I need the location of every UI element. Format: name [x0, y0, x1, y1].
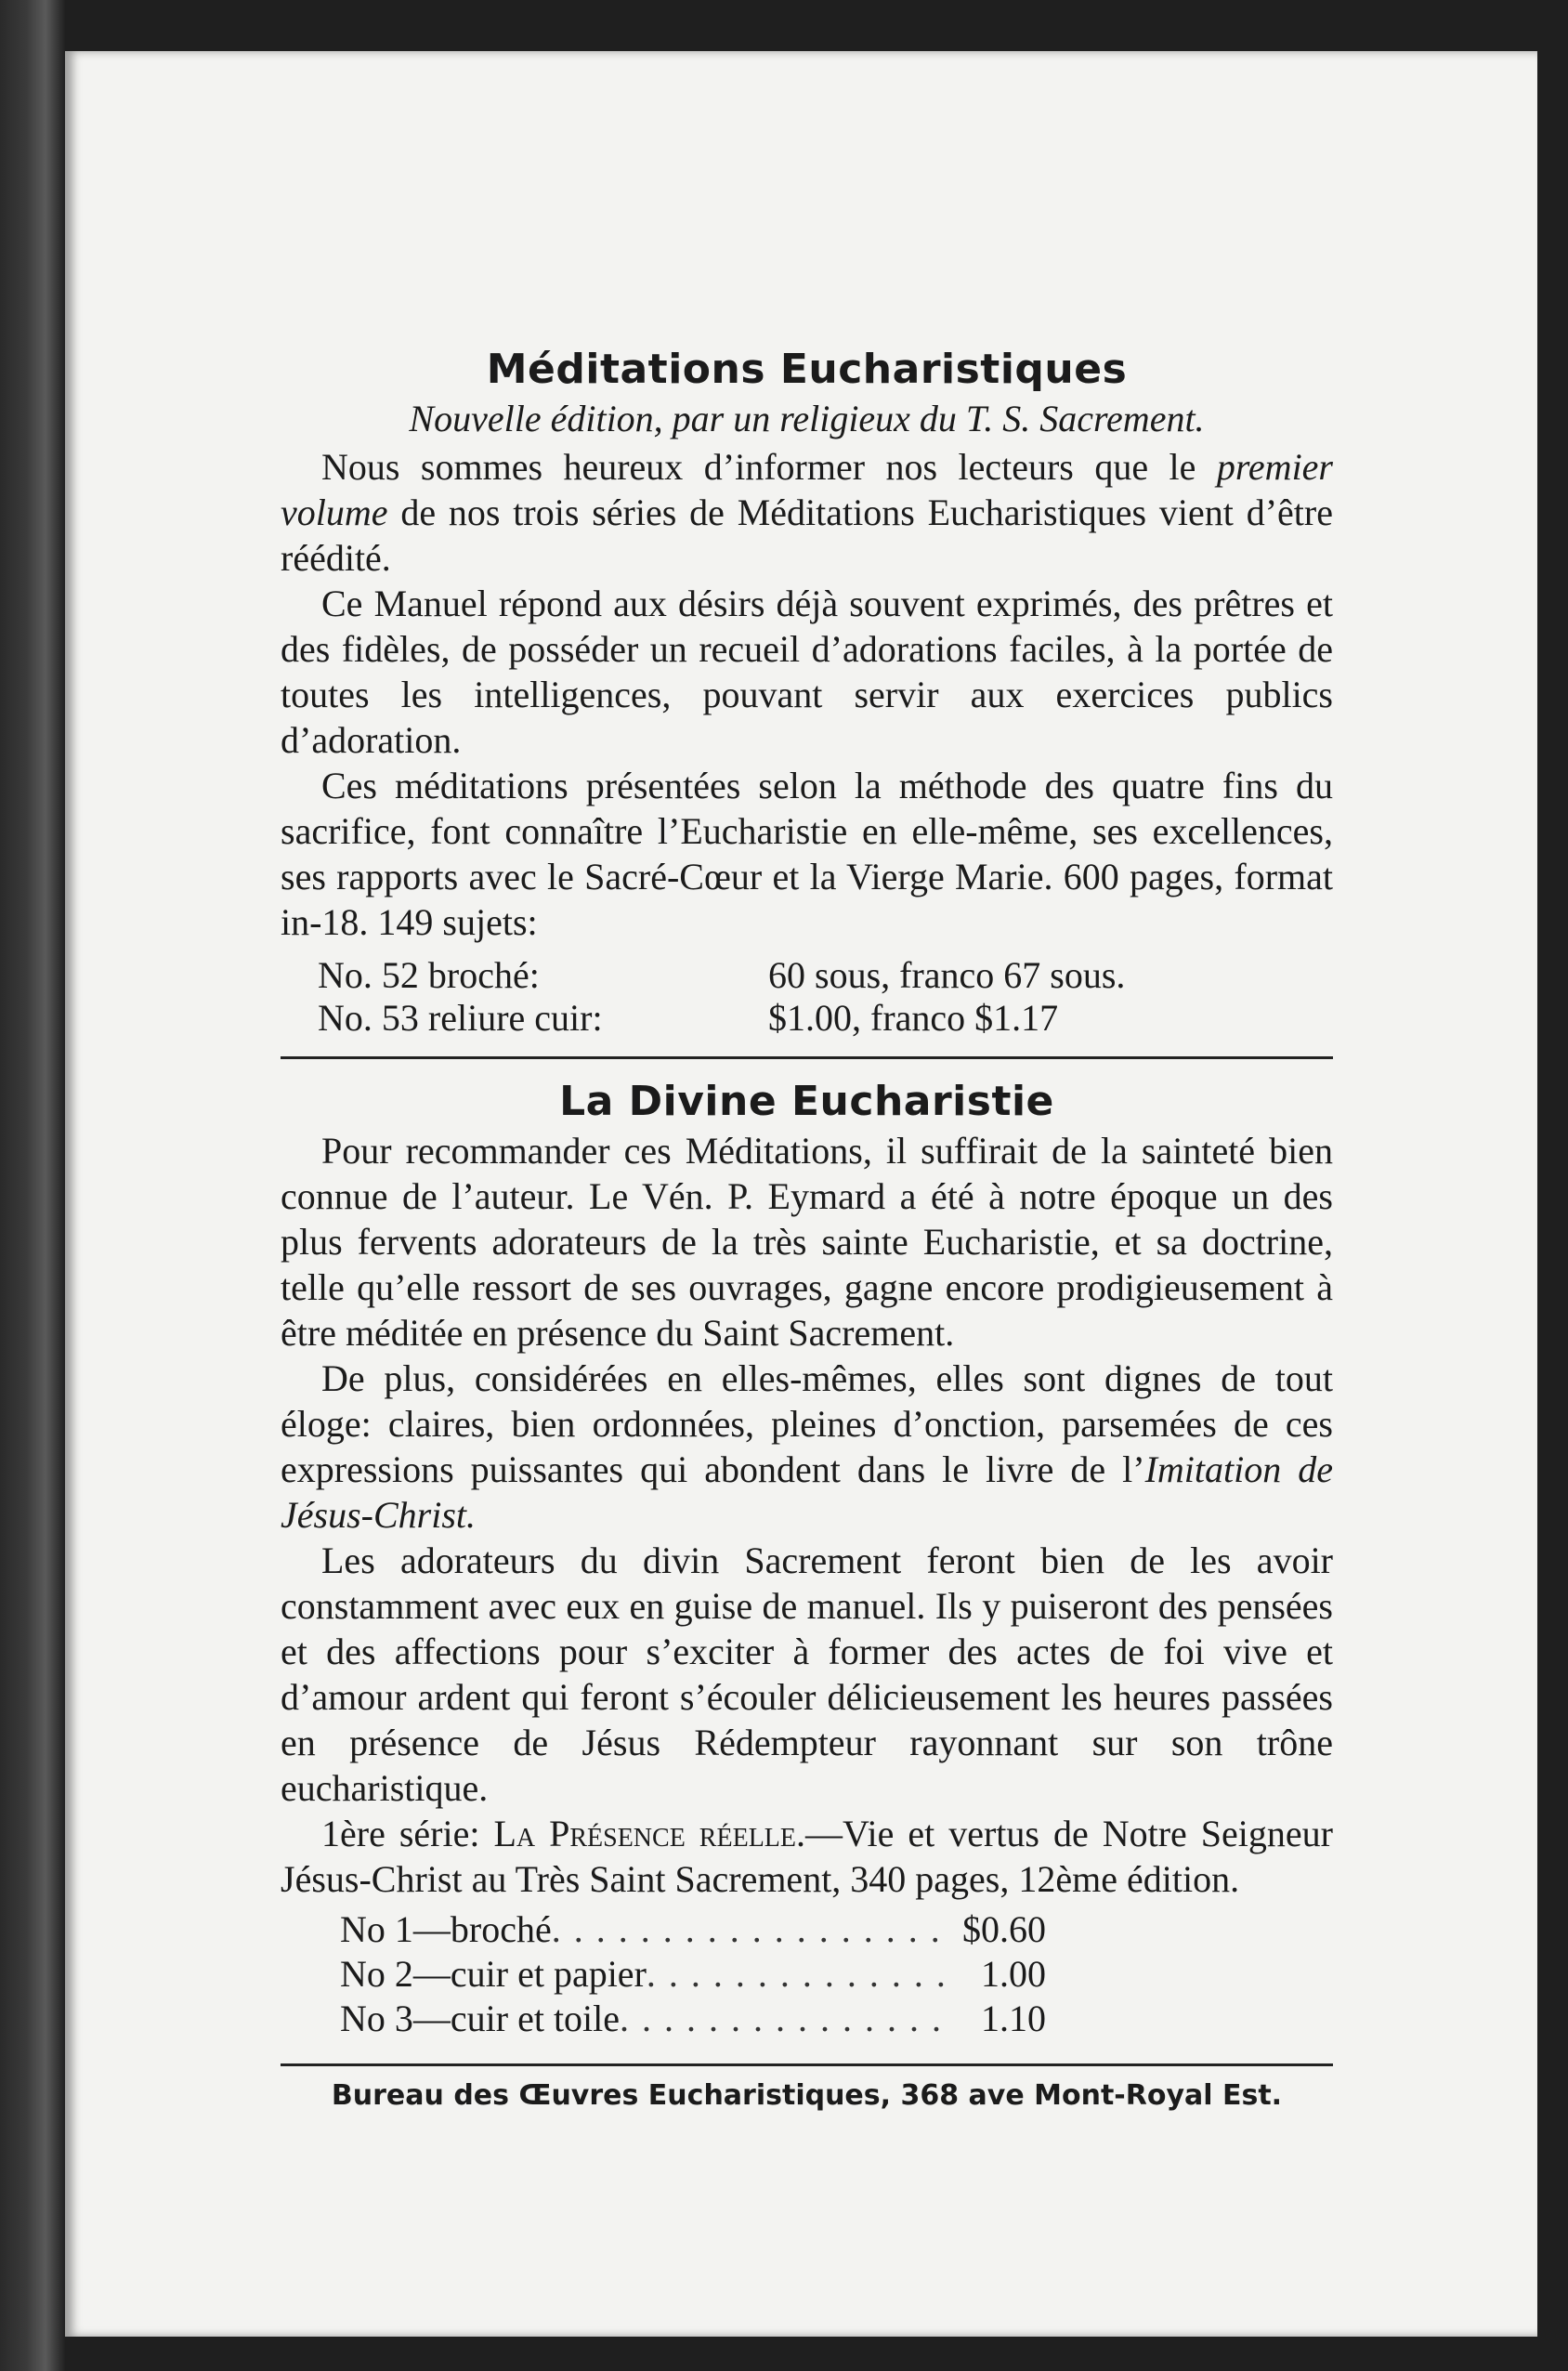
- section-divider: [281, 1056, 1333, 1059]
- list-item-price: 1.10: [981, 1998, 1046, 2039]
- series-paragraph: [281, 1811, 1333, 1902]
- price-row: [318, 954, 1293, 997]
- footer-address: Bureau des Œuvres Eucharistiques, 368 ave Mont-Royal Est.: [331, 2079, 1283, 2112]
- section-title-divine: La Divine Eucharistie: [559, 1078, 1054, 1125]
- text-run: de nos trois séries de Méditations Eucharistiques vient d’être réédité.: [281, 491, 1333, 579]
- list-item-label: No 1—broché: [340, 1908, 552, 1950]
- text-run: 1ère série:: [321, 1813, 494, 1854]
- section-subtitle: Nouvelle édition, par un religieux du T. S. Sacrement.: [409, 398, 1205, 439]
- price-item: No. 52 broché:: [318, 954, 540, 996]
- paragraph: Ce Manuel répond aux désirs déjà souvent exprimés, des prêtres et des fidèles, de posséder un recueil d’adorations faciles, à la portée de toutes les intelligences, pouvant servir aux exercices publics d’adoration.: [281, 583, 1333, 761]
- section-title-meditations: Méditations Eucharistiques: [486, 346, 1128, 393]
- list-item: [340, 1952, 1046, 1997]
- page-sheet: [65, 51, 1537, 2337]
- footer-divider: [281, 2063, 1333, 2066]
- text-run: Nous sommes heureux d’informer nos lecteurs que le: [321, 446, 1217, 488]
- list-item-label: No 3—cuir et toile: [340, 1998, 621, 2039]
- price-list: [340, 1907, 1046, 2041]
- paragraph: Les adorateurs du divin Sacrement feront bien de les avoir constamment avec eux en guise de manuel. Ils y puiseront des pensées et des affections pour s’exciter à former des actes de foi vive et d’amour ardent qui feront s’écouler délicieusement les heures passées en présence de Jésus Rédempteur rayonnant sur son trône eucharistique.: [281, 1539, 1333, 1809]
- page-content: [281, 344, 1333, 2115]
- italic-run: premier volume: [281, 446, 1333, 533]
- dot-leader: [552, 1907, 944, 1952]
- price-item: No. 53 reliure cuir:: [318, 997, 603, 1039]
- text-run: —Vie et vertus de Notre Seigneur Jésus-Christ au Très Saint Sacrement, 340 pages, 12ème édition.: [281, 1813, 1333, 1900]
- paragraph: Pour recommander ces Méditations, il suffirait de la sainteté bien connue de l’auteur. Le Vén. P. Eymard a été à notre époque un des plus fervents adorateurs de la très sainte Eucharistie, et sa doctrine, telle qu’elle ressort de ses ouvrages, gagne encore prodigieusement à être méditée en présence du Saint Sacrement.: [281, 1130, 1333, 1354]
- list-item-price: $0.60: [962, 1908, 1046, 1950]
- list-item-label: No 2—cuir et papier: [340, 1953, 647, 1995]
- list-item: [340, 1907, 1046, 1952]
- text-run: De plus, considérées en elles-mêmes, elles sont dignes de tout éloge: claires, bien ordonnées, pleines d’onction, parsemées de ces expressions puissantes qui abondent dans le livre de l’: [281, 1357, 1333, 1490]
- small-caps-run: La Présence réelle.: [493, 1813, 805, 1854]
- list-item-price: 1.00: [981, 1953, 1046, 1995]
- price-table: [318, 954, 1293, 1040]
- scan-dark-edge: [0, 0, 65, 2371]
- paragraph: [281, 444, 1333, 581]
- italic-run: Imitation de Jésus-Christ.: [281, 1448, 1334, 1536]
- dot-leader: [620, 1997, 944, 2041]
- paragraph: [281, 1356, 1333, 1538]
- paragraph: Ces méditations présentées selon la méthode des quatre fins du sacrifice, font connaître l’Eucharistie en elle-même, ses excellences, ses rapports avec le Sacré-Cœur et la Vierge Marie. 600 pages, format in-18. 149 sujets:: [281, 765, 1333, 943]
- price-value: $1.00, franco $1.17: [768, 997, 1059, 1039]
- price-value: 60 sous, franco 67 sous.: [768, 954, 1126, 996]
- dot-leader: [647, 1952, 944, 1997]
- price-row: [318, 997, 1293, 1040]
- list-item: [340, 1997, 1046, 2041]
